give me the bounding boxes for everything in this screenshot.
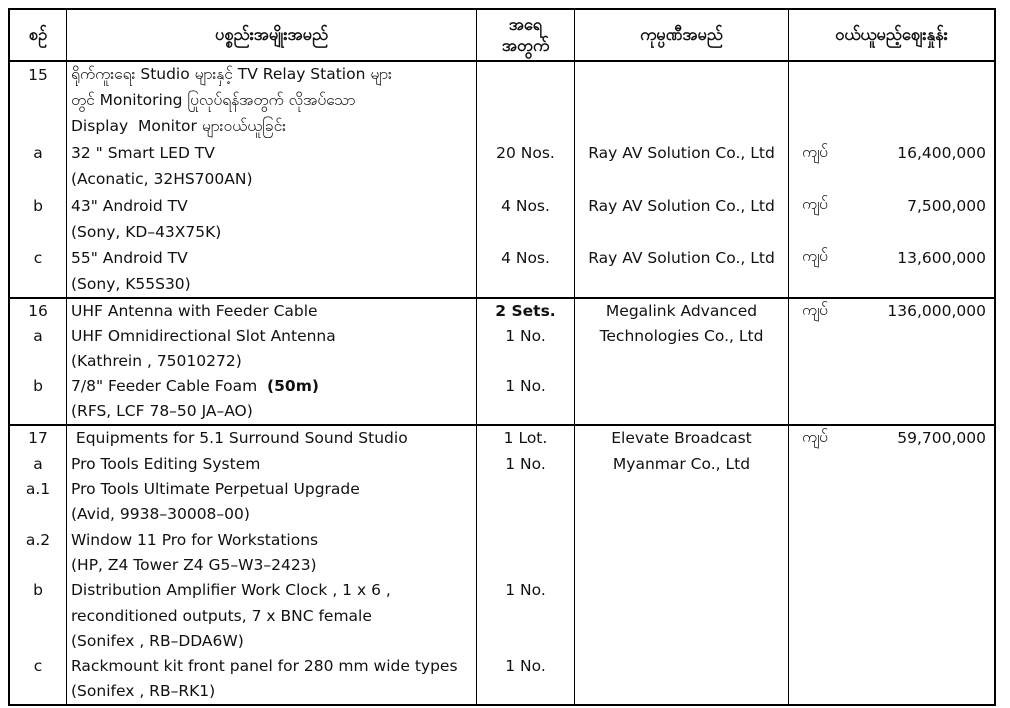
item-text: 55" Android TV (71, 248, 188, 267)
company-cell (575, 219, 789, 245)
row-no-cell (10, 166, 67, 192)
item-text: (Kathrein , 75010272) (71, 352, 242, 371)
company-cell: Elevate Broadcast (575, 426, 789, 451)
item-cell (67, 502, 477, 527)
row-no-cell (10, 114, 67, 140)
price-cell (789, 114, 994, 140)
header-item-name: ပစ္စည်းအမျိုးအမည် (67, 10, 477, 60)
row-no-cell (10, 603, 67, 628)
item-text: (RFS, LCF 78–50 JA–AO) (71, 402, 253, 421)
price-cell (789, 374, 994, 399)
company-cell (575, 62, 789, 88)
item-text: 7/8" Feeder Cable Foam (71, 377, 268, 396)
table-header-row (10, 10, 994, 62)
company-cell: Ray AV Solution Co., Ltd (575, 140, 789, 166)
company-cell: Megalink Advanced (575, 299, 789, 324)
table-row (10, 654, 994, 679)
table-row (10, 219, 994, 245)
row-no-cell (10, 502, 67, 527)
table-row (10, 299, 994, 324)
header-quantity (477, 10, 575, 60)
qty-cell (477, 88, 575, 114)
price-cell (789, 679, 994, 704)
header-company: ကုမ္ပဏီအမည် (575, 10, 789, 60)
row-no-cell: a (10, 451, 67, 476)
item-cell (67, 527, 477, 552)
company-cell (575, 603, 789, 628)
table-section (10, 297, 994, 424)
price-cell (789, 426, 994, 451)
table-body (10, 62, 994, 704)
table-row (10, 679, 994, 704)
company-cell (575, 349, 789, 374)
price-cell (789, 628, 994, 653)
company-cell: Myanmar Co., Ltd (575, 451, 789, 476)
qty-cell: 1 No. (477, 578, 575, 603)
table-row (10, 114, 994, 140)
qty-cell: 20 Nos. (477, 140, 575, 166)
qty-cell (477, 114, 575, 140)
row-no-cell (10, 219, 67, 245)
table-row (10, 349, 994, 374)
currency-label: ကျပ် (802, 300, 828, 319)
company-cell (575, 654, 789, 679)
company-cell: Technologies Co., Ltd (575, 324, 789, 349)
qty-cell: 1 No. (477, 374, 575, 399)
item-cell (67, 271, 477, 297)
item-cell (67, 451, 477, 476)
item-text: (HP, Z4 Tower Z4 G5–W3–2423) (71, 555, 317, 574)
qty-cell: 1 No. (477, 451, 575, 476)
item-text: Pro Tools Editing System (71, 454, 261, 473)
table-row (10, 451, 994, 476)
qty-cell (477, 552, 575, 577)
qty-cell (477, 349, 575, 374)
item-cell (67, 140, 477, 166)
row-no-cell: b (10, 374, 67, 399)
price-cell (789, 451, 994, 476)
item-text: Window 11 Pro for Workstations (71, 530, 319, 549)
qty-cell: 4 Nos. (477, 192, 575, 218)
qty-cell (477, 502, 575, 527)
price-cell (789, 399, 994, 424)
table-row (10, 603, 994, 628)
item-cell (67, 628, 477, 653)
item-cell (67, 192, 477, 218)
table-row (10, 552, 994, 577)
price-cell (789, 62, 994, 88)
row-no-cell: b (10, 578, 67, 603)
row-no-cell (10, 88, 67, 114)
qty-cell (477, 679, 575, 704)
item-cell (67, 166, 477, 192)
price-cell (789, 654, 994, 679)
price-cell (789, 299, 994, 324)
price-cell (789, 88, 994, 114)
price-amount: 59,700,000 (897, 429, 986, 448)
item-cell (67, 426, 477, 451)
currency-label: ကျပ် (802, 142, 828, 161)
qty-cell (477, 271, 575, 297)
row-no-cell (10, 628, 67, 653)
item-cell (67, 476, 477, 501)
qty-cell (477, 166, 575, 192)
table-row (10, 374, 994, 399)
item-cell (67, 62, 477, 88)
item-text: reconditioned outputs, 7 x BNC female (71, 606, 372, 625)
item-cell (67, 245, 477, 271)
item-text: Distribution Amplifier Work Clock , 1 x 6 , (71, 581, 391, 600)
qty-cell (477, 399, 575, 424)
table-row (10, 628, 994, 653)
row-no-cell (10, 679, 67, 704)
qty-cell: 1 No. (477, 324, 575, 349)
item-text: (Sony, K55S30) (71, 274, 191, 293)
price-cell (789, 192, 994, 218)
item-text: တွင် Monitoring ပြုလုပ်ရန်အတွက် လိုအပ်သော (71, 90, 356, 109)
price-cell (789, 527, 994, 552)
row-no-cell (10, 271, 67, 297)
qty-cell: 1 No. (477, 654, 575, 679)
row-no-cell: 15 (10, 62, 67, 88)
price-cell (789, 324, 994, 349)
item-text: (Sonifex , RB–DDA6W) (71, 631, 244, 650)
qty-cell (477, 219, 575, 245)
company-cell (575, 552, 789, 577)
item-text: (Avid, 9938–30008–00) (71, 505, 250, 524)
company-cell (575, 527, 789, 552)
qty-cell (477, 476, 575, 501)
price-cell (789, 476, 994, 501)
row-no-cell: a (10, 324, 67, 349)
price-cell (789, 349, 994, 374)
row-no-cell (10, 349, 67, 374)
item-text: UHF Antenna with Feeder Cable (71, 302, 318, 321)
row-no-cell: b (10, 192, 67, 218)
row-no-cell (10, 552, 67, 577)
table-row (10, 192, 994, 218)
item-cell (67, 88, 477, 114)
price-cell (789, 603, 994, 628)
row-no-cell: c (10, 654, 67, 679)
company-cell: Ray AV Solution Co., Ltd (575, 245, 789, 271)
procurement-table (8, 8, 996, 706)
row-no-cell: a (10, 140, 67, 166)
item-text: (Aconatic, 32HS700AN) (71, 170, 253, 189)
item-text: Equipments for 5.1 Surround Sound Studio (71, 429, 408, 448)
company-cell: Ray AV Solution Co., Ltd (575, 192, 789, 218)
row-no-cell: c (10, 245, 67, 271)
item-text: 43" Android TV (71, 196, 188, 215)
header-quantity-line2: အတွက် (501, 36, 550, 55)
company-cell (575, 679, 789, 704)
table-section (10, 62, 994, 297)
price-amount: 13,600,000 (897, 248, 986, 267)
item-text: Pro Tools Ultimate Perpetual Upgrade (71, 480, 360, 499)
company-cell (575, 502, 789, 527)
qty-cell (477, 527, 575, 552)
table-row (10, 62, 994, 88)
company-cell (575, 88, 789, 114)
item-cell (67, 679, 477, 704)
company-cell (575, 374, 789, 399)
table-row (10, 88, 994, 114)
row-no-cell: a.1 (10, 476, 67, 501)
item-cell (67, 552, 477, 577)
row-no-cell: a.2 (10, 527, 67, 552)
company-cell (575, 628, 789, 653)
item-cell (67, 578, 477, 603)
price-cell (789, 552, 994, 577)
table-row (10, 476, 994, 501)
qty-cell: 1 Lot. (477, 426, 575, 451)
item-cell (67, 349, 477, 374)
item-cell (67, 399, 477, 424)
price-amount: 7,500,000 (907, 196, 986, 215)
qty-cell (477, 62, 575, 88)
item-cell (67, 219, 477, 245)
currency-label: ကျပ် (802, 427, 828, 446)
price-cell (789, 166, 994, 192)
price-cell (789, 245, 994, 271)
currency-label: ကျပ် (802, 195, 828, 214)
price-amount: 136,000,000 (887, 302, 986, 321)
item-text: (Sonifex , RB–RK1) (71, 682, 216, 701)
qty-cell (477, 603, 575, 628)
item-cell (67, 114, 477, 140)
item-text: ရိုက်ကူးရေး Studio များနှင့် TV Relay Station များ (71, 64, 392, 83)
row-no-cell: 17 (10, 426, 67, 451)
table-row (10, 399, 994, 424)
company-cell (575, 399, 789, 424)
header-quantity-line1: အရေ (508, 14, 543, 34)
item-text: 32 " Smart LED TV (71, 144, 215, 163)
company-cell (575, 166, 789, 192)
table-row (10, 140, 994, 166)
table-row (10, 166, 994, 192)
item-cell (67, 324, 477, 349)
table-row (10, 426, 994, 451)
item-cell (67, 603, 477, 628)
table-row (10, 578, 994, 603)
price-cell (789, 578, 994, 603)
row-no-cell: 16 (10, 299, 67, 324)
company-cell (575, 578, 789, 603)
table-row (10, 527, 994, 552)
header-no: စဉ် (10, 10, 67, 60)
qty-cell (477, 628, 575, 653)
item-cell (67, 299, 477, 324)
item-cell (67, 654, 477, 679)
company-cell (575, 114, 789, 140)
table-row (10, 324, 994, 349)
table-section (10, 424, 994, 704)
qty-cell: 2 Sets. (477, 299, 575, 324)
item-text: UHF Omnidirectional Slot Antenna (71, 327, 336, 346)
price-cell (789, 140, 994, 166)
item-text: (Sony, KD–43X75K) (71, 222, 222, 241)
price-cell (789, 271, 994, 297)
table-row (10, 502, 994, 527)
item-text: Rackmount kit front panel for 280 mm wide types (71, 657, 458, 676)
table-row (10, 271, 994, 297)
item-text: Display Monitor များဝယ်ယူခြင်း (71, 116, 287, 135)
item-text-bold: (50m) (267, 377, 319, 396)
row-no-cell (10, 399, 67, 424)
price-cell (789, 502, 994, 527)
company-cell (575, 476, 789, 501)
table-row (10, 245, 994, 271)
company-cell (575, 271, 789, 297)
price-amount: 16,400,000 (897, 144, 986, 163)
qty-cell: 4 Nos. (477, 245, 575, 271)
price-cell (789, 219, 994, 245)
header-price: ဝယ်ယူမည့်ဈေးနှုန်း (835, 25, 948, 45)
item-cell (67, 374, 477, 399)
currency-label: ကျပ် (802, 247, 828, 266)
